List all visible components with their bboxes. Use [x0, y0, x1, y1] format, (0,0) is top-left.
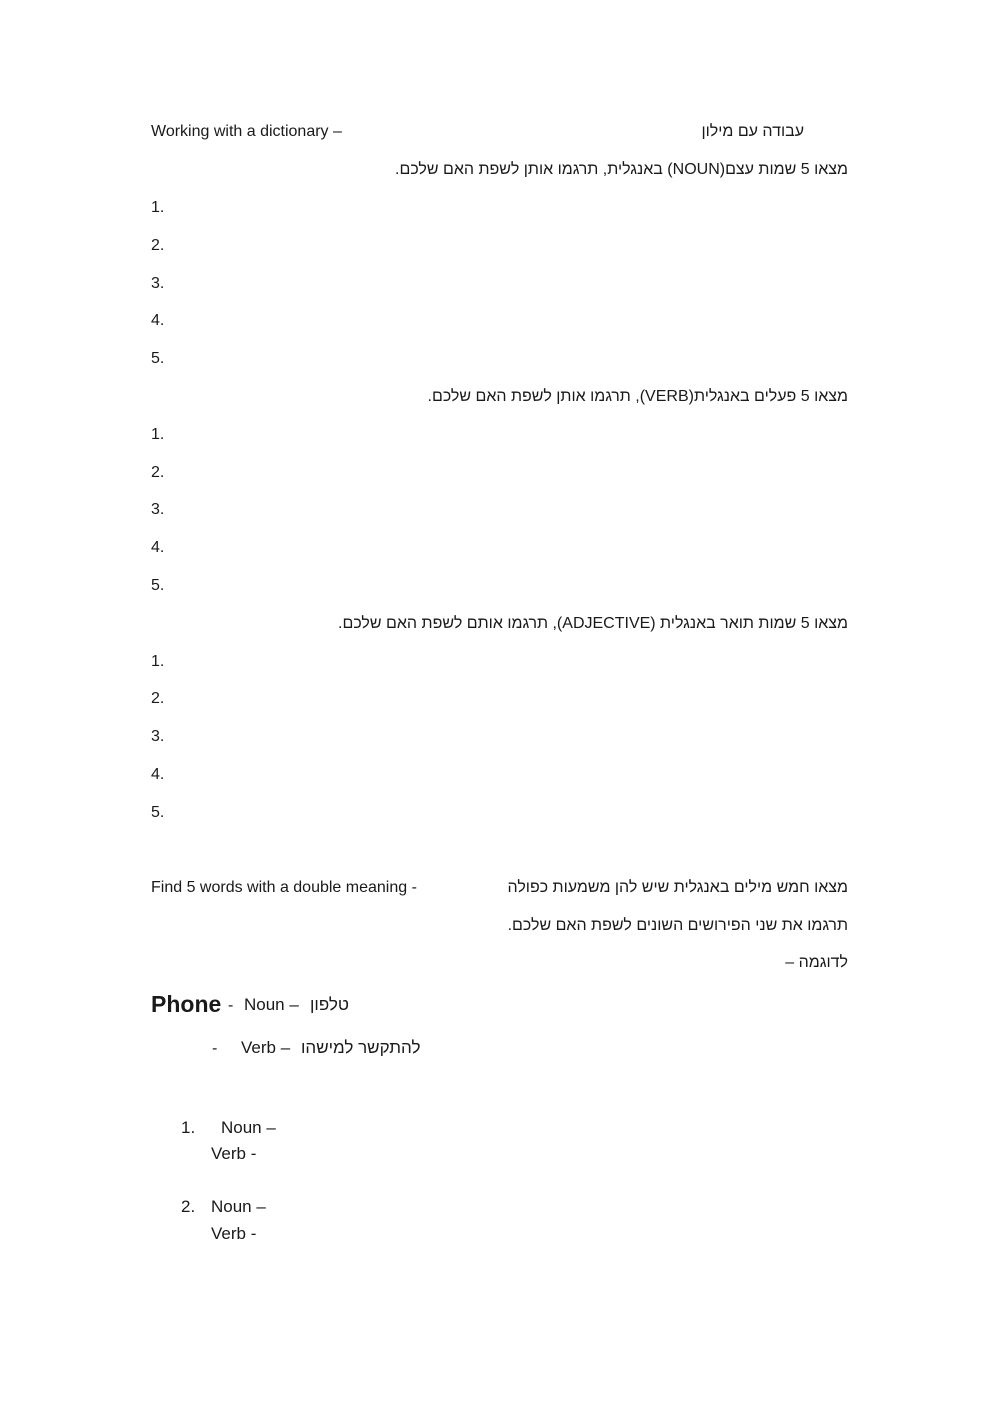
example-noun-label: Noun – [244, 995, 299, 1014]
list-item: 2. [151, 464, 165, 481]
section-nouns-instruction: מצאו 5 שמות עצם(NOUN) באנגלית, תרגמו אותן לשפת האם שלכם. [395, 161, 848, 178]
list-item: 4. [151, 539, 165, 556]
exercise-number: 1. [181, 1118, 196, 1137]
list-item: 5. [151, 577, 165, 594]
section-adjectives-instruction: מצאו 5 שמות תואר באנגלית (ADJECTIVE), תרגמו אותם לשפת האם שלכם. [338, 615, 848, 632]
example-verb-label: Verb – [241, 1038, 291, 1057]
example-noun-translation: טלפון [310, 995, 349, 1014]
list-item: 3. [151, 275, 165, 292]
exercise-noun: Noun – [211, 1197, 266, 1216]
list-item: 3. [151, 728, 165, 745]
list-item: 5. [151, 350, 165, 367]
english-title: Working with a dictionary – [151, 123, 342, 140]
example-verb-translation: להתקשר למישהו [301, 1038, 421, 1057]
list-item: 2. [151, 690, 165, 707]
list-item: 2. [151, 237, 165, 254]
list-item: 5. [151, 804, 165, 821]
list-item: 1. [151, 199, 165, 216]
exercise-number: 2. [181, 1197, 196, 1216]
double-meaning-english-instruction: Find 5 words with a double meaning - [151, 879, 417, 896]
list-item: 1. [151, 653, 165, 670]
example-dash: - [228, 997, 234, 1014]
list-item: 3. [151, 501, 165, 518]
hebrew-title: עבודה עם מילון [701, 123, 804, 140]
exercise-verb: Verb - [211, 1224, 257, 1243]
example-label: לדוגמה – [785, 954, 848, 971]
example-word: Phone [151, 991, 222, 1017]
translate-instruction: תרגמו את שני הפירושים השונים לשפת האם שלכם. [507, 917, 848, 934]
exercise-verb: Verb - [211, 1144, 257, 1163]
section-verbs-instruction: מצאו 5 פעלים באנגלית(VERB), תרגמו אותן לשפת האם שלכם. [427, 388, 848, 405]
list-item: 4. [151, 766, 165, 783]
example-bullet: - [212, 1040, 218, 1057]
exercise-noun: Noun – [221, 1118, 276, 1137]
list-item: 4. [151, 312, 165, 329]
list-item: 1. [151, 426, 165, 443]
double-meaning-hebrew-instruction: מצאו חמש מילים באנגלית שיש להן משמעות כפולה [507, 879, 848, 896]
